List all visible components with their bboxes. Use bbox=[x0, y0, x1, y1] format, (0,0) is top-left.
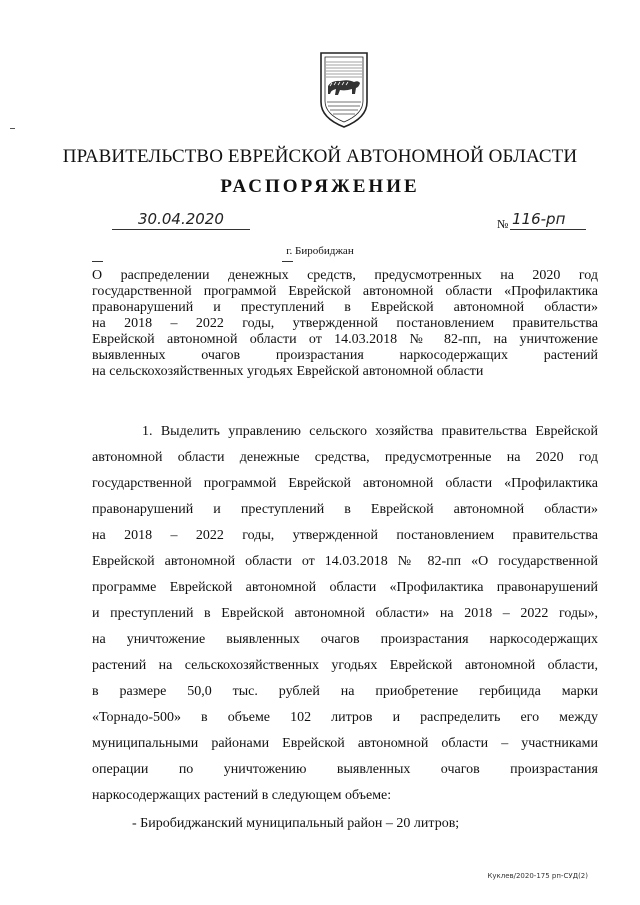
subject-line: О распределении денежных средств, предусмотренных на 2020 год bbox=[92, 268, 598, 283]
subject-corner-left bbox=[92, 261, 103, 262]
body-line: программе Еврейской автономной области «Профилактика правонарушений bbox=[92, 580, 598, 595]
document-type: РАСПОРЯЖЕНИЕ bbox=[220, 176, 420, 197]
subject-line: выявленных очагов произрастания наркосодержащих растений bbox=[92, 348, 598, 363]
government-title: ПРАВИТЕЛЬСТВО ЕВРЕЙСКОЙ АВТОНОМНОЙ ОБЛАСТИ bbox=[62, 146, 578, 167]
body-line: на 2018 – 2022 годы, утвержденной постановлением правительства bbox=[92, 528, 598, 543]
number-sign: № bbox=[497, 217, 509, 231]
body-line: и преступлений в Еврейской автономной области» на 2018 – 2022 годы», bbox=[92, 606, 598, 621]
footer-reference: Куклев/2020-175 рп-СУД(2) bbox=[487, 872, 588, 880]
body-line: на уничтожение выявленных очагов произрастания наркосодержащих bbox=[92, 632, 598, 647]
body-line: растений на сельскохозяйственных угодьях Еврейской автономной области, bbox=[92, 658, 598, 673]
body-line: 1. Выделить управлению сельского хозяйства правительства Еврейской bbox=[142, 424, 598, 439]
body-line: муниципальными районами Еврейской автономной области – участниками bbox=[92, 736, 598, 751]
document-date: 30.04.2020 bbox=[138, 210, 224, 228]
subject-line: на сельскохозяйственных угодьях Еврейской автономной области bbox=[92, 364, 484, 379]
number-underline bbox=[510, 229, 586, 230]
margin-mark bbox=[10, 128, 15, 129]
document-number: 116-рп bbox=[512, 210, 566, 228]
date-underline bbox=[112, 229, 250, 230]
subject-line: Еврейской автономной области от 14.03.2018 № 82-пп, на уничтожение bbox=[92, 332, 598, 347]
subject-line: на 2018 – 2022 годы, утвержденной постановлением правительства bbox=[92, 316, 598, 331]
body-line: в размере 50,0 тыс. рублей на приобретение гербицида марки bbox=[92, 684, 598, 699]
bullet-item: - Биробиджанский муниципальный район – 20 литров; bbox=[132, 816, 460, 831]
body-line: правонарушений и преступлений в Еврейской автономной области» bbox=[92, 502, 598, 517]
body-line: операции по уничтожению выявленных очагов произрастания bbox=[92, 762, 598, 777]
subject-line: правонарушений и преступлений в Еврейской автономной области» bbox=[92, 300, 598, 315]
body-line: Еврейской автономной области от 14.03.2018 № 82-пп «О государственной bbox=[92, 554, 598, 569]
city-label: г. Биробиджан bbox=[286, 245, 354, 257]
body-line: государственной программой Еврейской автономной области «Профилактика bbox=[92, 476, 598, 491]
body-line: наркосодержащих растений в следующем объеме: bbox=[92, 788, 392, 803]
coat-of-arms-emblem bbox=[318, 50, 370, 130]
body-line: «Торнадо-500» в объеме 102 литров и распределить его между bbox=[92, 710, 598, 725]
subject-line: государственной программой Еврейской автономной области «Профилактика bbox=[92, 284, 598, 299]
body-line: автономной области денежные средства, предусмотренные на 2020 год bbox=[92, 450, 598, 465]
subject-corner-right bbox=[282, 261, 293, 262]
